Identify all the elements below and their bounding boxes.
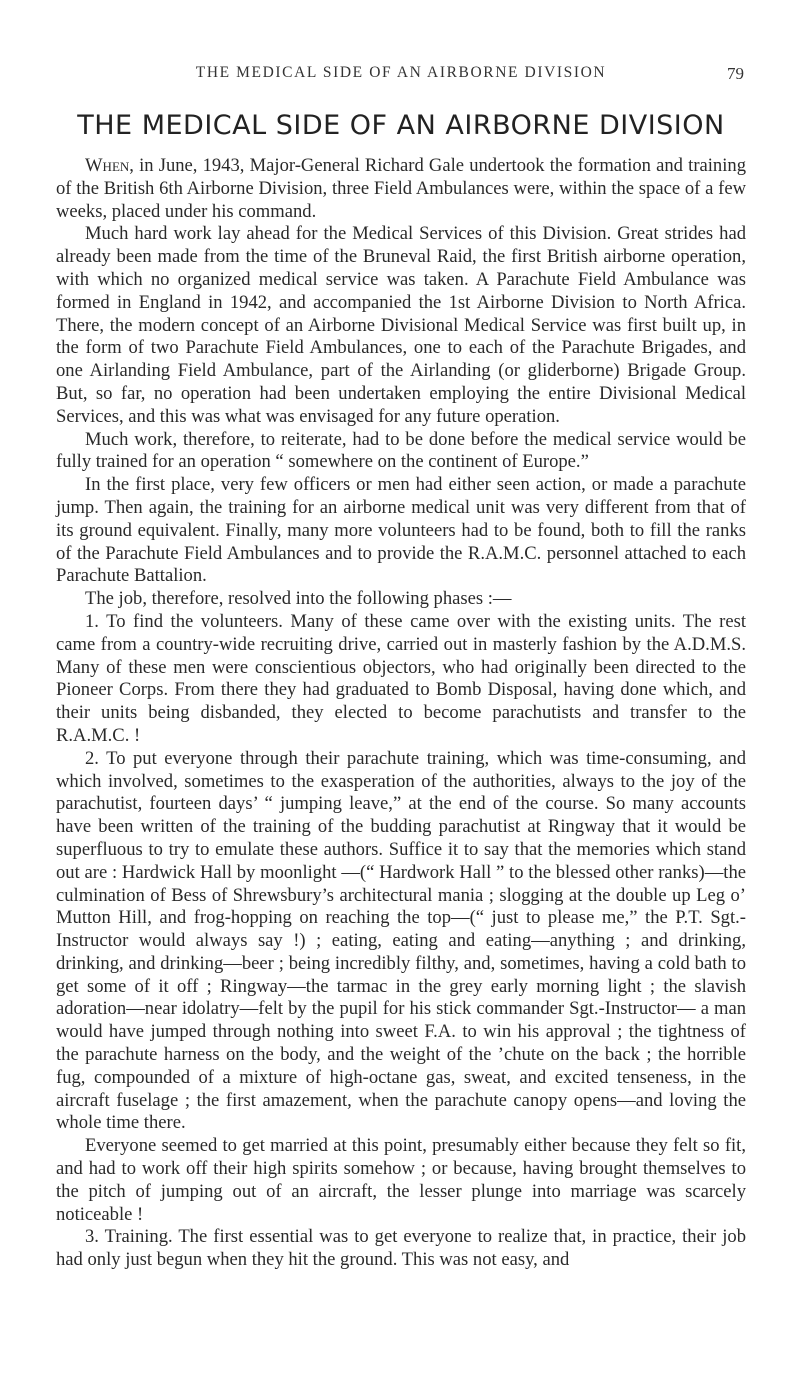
- paragraph: 1. To find the volunteers. Many of these came over with the existing units. The rest came from a country-wide recruiting drive, carried out in masterly fashion by the A.D.M.S. Many of these men were conscientious objectors, who had originally been directed to the Pioneer Corps. From there they had graduated to Bomb Disposal, having done which, and their units being disbanded, they elected to become parachutists and transfer to the R.A.M.C. !: [56, 610, 746, 746]
- running-head-title: THE MEDICAL SIDE OF AN AIRBORNE DIVISION: [195, 64, 607, 81]
- paragraph-text: in June, 1943, Major-General Richard Gale undertook the formation and training of the British 6th Airborne Division, three Field Ambulances were, within the space of a few weeks, placed under his command.: [56, 155, 746, 222]
- chapter-title: THE MEDICAL SIDE OF AN AIRBORNE DIVISION: [77, 110, 725, 141]
- paragraph: 2. To put everyone through their parachute training, which was time-consuming, and which involved, sometimes to the exasperation of the authorities, always to the joy of the parachutist, fourteen days’ “ jumping leave,” at the end of the course. So many accounts have been written of the training of the budding parachutist at Ringway that it would be superfluous to try to emulate these authors. Suffice it to say that the memories which stand out are : Hardwick Hall by moonlight —(“ Hardwork Hall ” to the blessed other ranks)—the culmination of Bess of Shrewsbury’s architectural mania ; slogging at the double up Leg o’ Mutton Hill, and frog-hopping on reaching the top—(“ just to please me,” the P.T. Sgt.-Instructor would always say !) ; eating, eating and eating—anything ; and drinking, drinking, and drinking—beer ; being incredibly filthy, and, sometimes, having a cold bath to get some of it off ; Ringway—the tarmac in the grey early morning light ; the slavish adoration—near idolatry—felt by the pupil for his stick commander Sgt.-Instructor— a man would have jumped through nothing into sweet F.A. to win his approval ; the tightness of the parachute harness on the body, and the weight of the ’chute on the back ; the horrible fug, compounded of a mixture of high-octane gas, sweat, and excited tenseness, in the aircraft fuselage ; the first amazement, when the parachute canopy opens—and loving the whole time there.: [56, 747, 746, 1134]
- paragraph: In the first place, very few officers or men had either seen action, or made a parachute jump. Then again, the training for an airborne medical unit was very different from that of its ground equivalent. Finally, many more volunteers had to be found, both to fill the ranks of the Parachute Field Ambulances and to provide the R.A.M.C. personnel attached to each Parachute Battalion.: [56, 474, 746, 587]
- paragraph: Everyone seemed to get married at this point, presumably either because they felt so fit, and had to work off their high spirits somehow ; or because, having brought themselves to the pitch of jumping out of an aircraft, the lesser plunge into marriage was scarcely noticeable !: [56, 1135, 746, 1225]
- page-number: 79: [727, 64, 744, 83]
- paragraph: Much hard work lay ahead for the Medical Services of this Division. Great strides had already been made from the time of the Bruneval Raid, the first British airborne operation, with which no organized medical service was taken. A Parachute Field Ambulance was formed in England in 1942, and accompanied the 1st Airborne Division to North Africa. There, the modern concept of an Airborne Divisional Medical Service was first built up, in the form of two Parachute Field Ambulances, one to each of the Parachute Brigades, and one Airlanding Field Ambulance, part of the Airlanding (or gliderborne) Brigade Group. But, so far, no operation had been undertaken employing the entire Divisional Medical Services, and this was what was envisaged for any future operation.: [56, 223, 746, 427]
- book-page: [56, 0, 746, 1376]
- paragraph-lead: When,: [85, 155, 134, 176]
- running-head: [56, 64, 746, 86]
- paragraph: 3. Training. The first essential was to get everyone to realize that, in practice, their job had only just begun when they hit the ground. This was not easy, and: [56, 1226, 746, 1271]
- paragraph: The job, therefore, resolved into the following phases :—: [85, 588, 512, 610]
- paragraph: [56, 155, 746, 223]
- paragraph: Much work, therefore, to reiterate, had to be done before the medical service would be fully trained for an operation “ somewhere on the continent of Europe.”: [56, 428, 746, 473]
- body-text: [56, 155, 746, 1272]
